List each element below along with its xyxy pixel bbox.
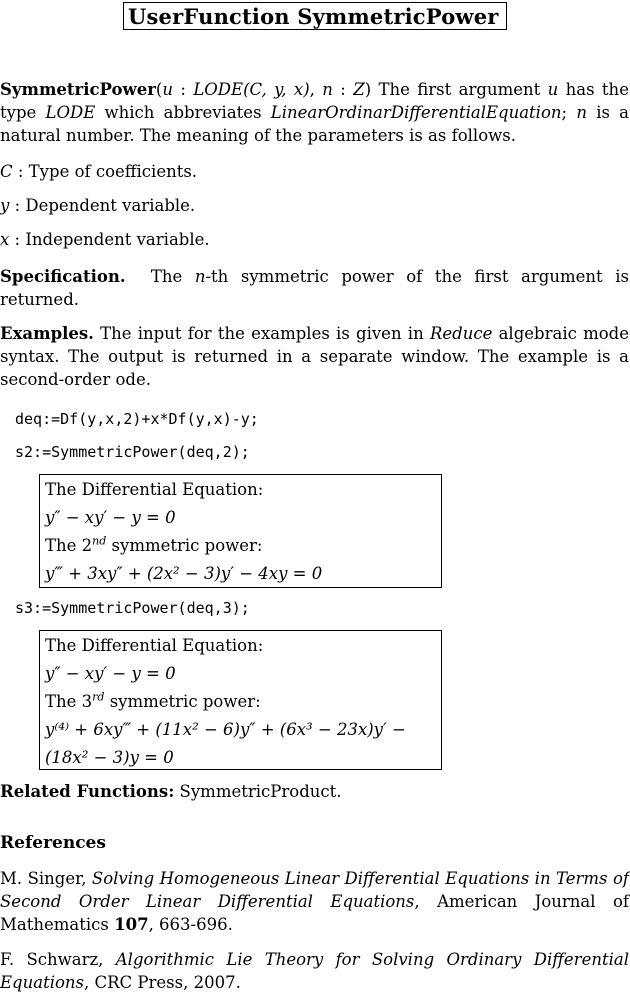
output-text: symmetric power: bbox=[104, 692, 261, 711]
sig-type2: Z bbox=[353, 80, 365, 99]
related-label: Related Functions: bbox=[0, 782, 175, 801]
ref-publisher: , CRC Press, 2007. bbox=[84, 973, 241, 992]
ref-journal: , American Journal of Mathematics bbox=[0, 892, 629, 934]
param-y bbox=[0, 194, 195, 217]
output-equation: y″ − xy′ − y = 0 bbox=[45, 664, 176, 683]
examples-reduce: Reduce bbox=[429, 324, 493, 343]
output-text: The 3 bbox=[45, 692, 93, 711]
sig-colon1: : bbox=[173, 80, 194, 99]
ref-pages: , 663-696. bbox=[148, 915, 233, 934]
specification-paragraph bbox=[0, 265, 629, 311]
page-title: UserFunction SymmetricPower bbox=[123, 2, 507, 30]
sig-close: ) bbox=[364, 80, 372, 99]
output-line: The Differential Equation: bbox=[45, 636, 264, 655]
param-desc: : Type of coefficients. bbox=[12, 162, 198, 181]
related-text: SymmetricProduct. bbox=[174, 782, 342, 801]
intro-text-a: The first argument bbox=[371, 80, 548, 99]
spec-text-b: -th symmetric power of the first argument is returned. bbox=[0, 267, 629, 309]
sig-comma: , bbox=[309, 80, 323, 99]
related-functions bbox=[0, 780, 342, 803]
reference-item bbox=[0, 948, 629, 994]
output-window-1 bbox=[39, 474, 442, 588]
spec-text-a: The bbox=[150, 267, 195, 286]
intro-text-e: is a natural number. The meaning of the parameters is as follows. bbox=[0, 103, 630, 145]
output-equation: y⁽⁴⁾ + 6xy‴ + (11x² − 6)y″ + (6x³ − 23x)y′ − (18x² − 3)y = 0 bbox=[45, 720, 406, 767]
examples-label: Examples. bbox=[0, 324, 94, 343]
code-deq: deq:=Df(y,x,2)+x*Df(y,x)-y; bbox=[15, 410, 259, 428]
output-equation: y‴ + 3xy″ + (2x² − 3)y′ − 4xy = 0 bbox=[45, 564, 323, 583]
ordinal-suffix: nd bbox=[92, 534, 107, 548]
sig-type1: LODE(C, y, x) bbox=[193, 80, 310, 99]
output-text: The 2 bbox=[45, 536, 93, 555]
ref-title: Algorithmic Lie Theory for Solving Ordinary Differential Equations bbox=[0, 950, 629, 992]
examples-text-a: The input for the examples is given in bbox=[93, 324, 430, 343]
output-text: symmetric power: bbox=[106, 536, 263, 555]
output-line bbox=[45, 532, 441, 560]
ordinal-suffix: rd bbox=[92, 690, 105, 704]
intro-text-d: ; bbox=[561, 103, 577, 122]
code-s3: s3:=SymmetricPower(deq,3); bbox=[15, 599, 250, 617]
intro-text-b: has the type bbox=[0, 80, 629, 122]
sig-arg2: n bbox=[322, 80, 333, 99]
output-line bbox=[45, 688, 441, 716]
intro-text-c: which abbreviates bbox=[95, 103, 271, 122]
ref-title: Solving Homogeneous Linear Differential Equations in Terms of Second Order Linear Differential Equations bbox=[0, 869, 630, 911]
spec-n: n bbox=[194, 267, 206, 286]
sig-open: ( bbox=[155, 80, 163, 99]
param-symbol: x bbox=[0, 230, 10, 249]
code-s2: s2:=SymmetricPower(deq,2); bbox=[15, 443, 250, 461]
function-name: SymmetricPower bbox=[0, 80, 156, 99]
reference-item bbox=[0, 867, 629, 936]
references-heading: References bbox=[0, 833, 106, 853]
output-window-2 bbox=[39, 630, 442, 770]
specification-label: Specification. bbox=[0, 267, 126, 286]
examples-paragraph bbox=[0, 322, 629, 391]
output-equation: y″ − xy′ − y = 0 bbox=[45, 508, 176, 527]
param-desc: : Dependent variable. bbox=[9, 196, 196, 215]
param-symbol: y bbox=[0, 196, 10, 215]
intro-arg-u: u bbox=[547, 80, 559, 99]
param-symbol: C bbox=[0, 162, 13, 181]
intro-paragraph bbox=[0, 78, 629, 147]
sig-colon2: : bbox=[332, 80, 354, 99]
ref-author: M. Singer, bbox=[0, 869, 92, 888]
ref-author: F. Schwarz, bbox=[0, 950, 116, 969]
ref-volume: 107 bbox=[114, 915, 149, 934]
intro-abbrev: LinearOrdinarDifferentialEquation bbox=[270, 103, 562, 122]
param-c bbox=[0, 160, 197, 183]
param-desc: : Independent variable. bbox=[9, 230, 210, 249]
param-x bbox=[0, 228, 210, 251]
output-line: The Differential Equation: bbox=[45, 480, 264, 499]
intro-arg-n: n bbox=[576, 103, 587, 122]
examples-text-b: algebraic mode syntax. The output is returned in a separate window. The example is a second-order ode. bbox=[0, 324, 629, 389]
intro-type-word: LODE bbox=[45, 103, 96, 122]
sig-arg1: u bbox=[162, 80, 173, 99]
